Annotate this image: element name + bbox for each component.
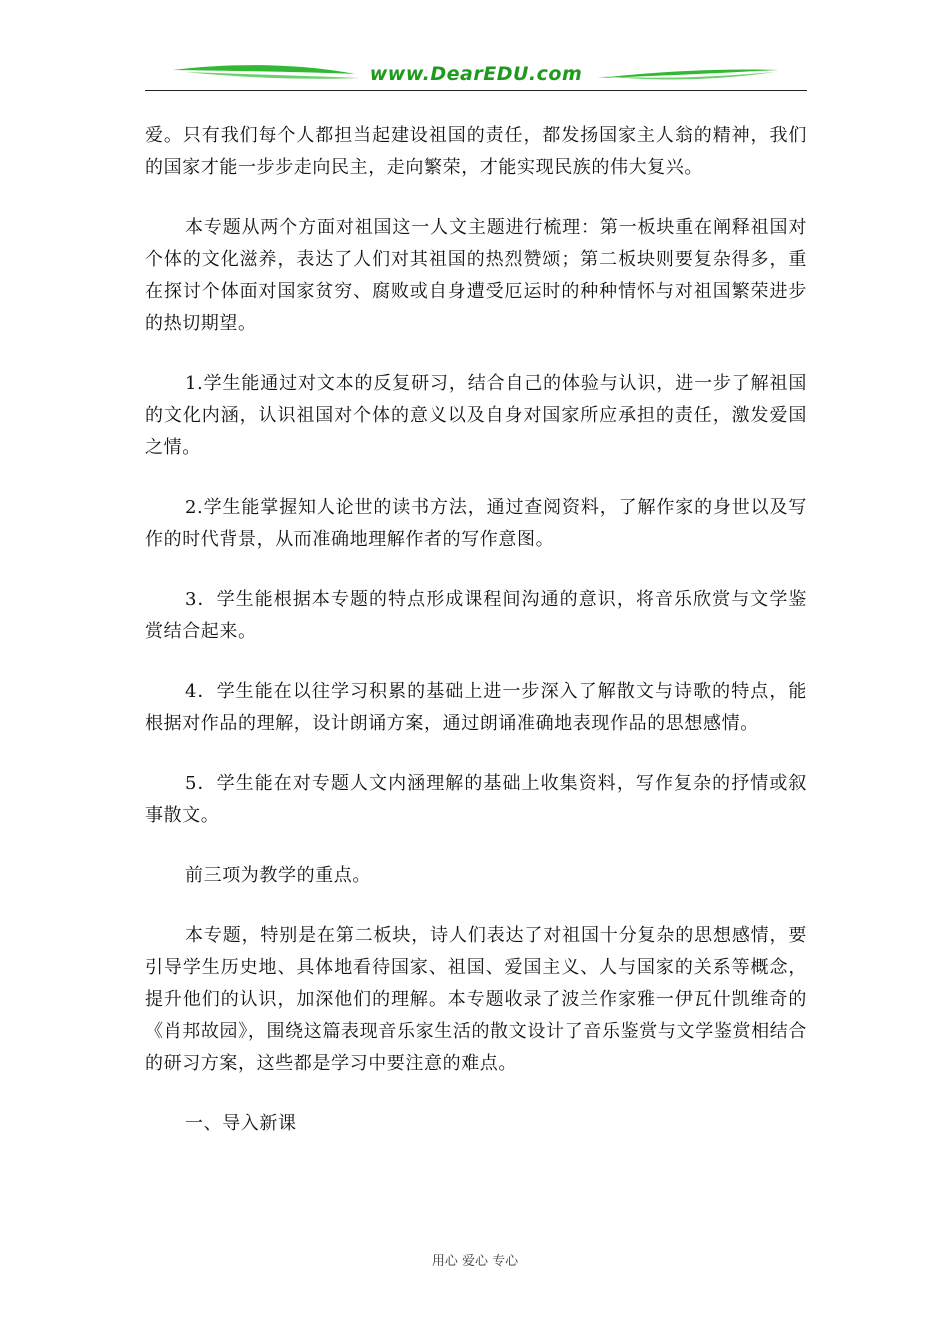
key-points-note: 前三项为教学的重点。 <box>185 865 371 886</box>
document-body <box>145 120 807 1140</box>
page-footer: 用心 爱心 专心 <box>431 1254 519 1269</box>
objective-1: 1.学生能通过对文本的反复研习，结合自己的体验与认识，进一步了解祖国的文化内涵，认识祖国对个体的意义以及自身对国家所应承担的责任，激发爱国之情。 <box>145 373 807 458</box>
objective-3: 3．学生能根据本专题的特点形成课程间沟通的意识，将音乐欣赏与文学鉴赏结合起来。 <box>145 589 807 642</box>
header-divider <box>145 90 807 91</box>
objective-4: 4．学生能在以往学习积累的基础上进一步深入了解散文与诗歌的特点，能根据对作品的理解，设计朗诵方案，通过朗诵准确地表现作品的思想感情。 <box>145 681 807 734</box>
objective-2: 2.学生能掌握知人论世的读书方法，通过查阅资料，了解作家的身世以及写作的时代背景，从而准确地理解作者的写作意图。 <box>145 497 807 550</box>
page-header <box>145 58 807 94</box>
site-logo-text: www.DearEDU.com <box>369 63 583 85</box>
section-heading-intro: 一、导入新课 <box>185 1113 297 1134</box>
paragraph-continuation: 爱。只有我们每个人都担当起建设祖国的责任，都发扬国家主人翁的精神，我们的国家才能一步步走向民主，走向繁荣，才能实现民族的伟大复兴。 <box>145 125 807 178</box>
paragraph-overview: 本专题从两个方面对祖国这一人文主题进行梳理：第一板块重在阐释祖国对个体的文化滋养，表达了人们对其祖国的热烈赞颂；第二板块则要复杂得多，重在探讨个体面对国家贫穷、腐败或自身遭受厄运时的种种情怀与对祖国繁荣进步的热切期望。 <box>145 217 807 334</box>
objective-5: 5．学生能在对专题人文内涵理解的基础上收集资料，写作复杂的抒情或叙事散文。 <box>145 773 807 826</box>
difficulties-paragraph: 本专题，特别是在第二板块，诗人们表达了对祖国十分复杂的思想感情，要引导学生历史地、具体地看待国家、祖国、爱国主义、人与国家的关系等概念，提升他们的认识，加深他们的理解。本专题收录了波兰作家雅一伊瓦什凯维奇的《肖邦故园》，围绕这篇表现音乐家生活的散文设计了音乐鉴赏与文学鉴赏相结合的研习方案，这些都是学习中要注意的难点。 <box>145 925 807 1074</box>
